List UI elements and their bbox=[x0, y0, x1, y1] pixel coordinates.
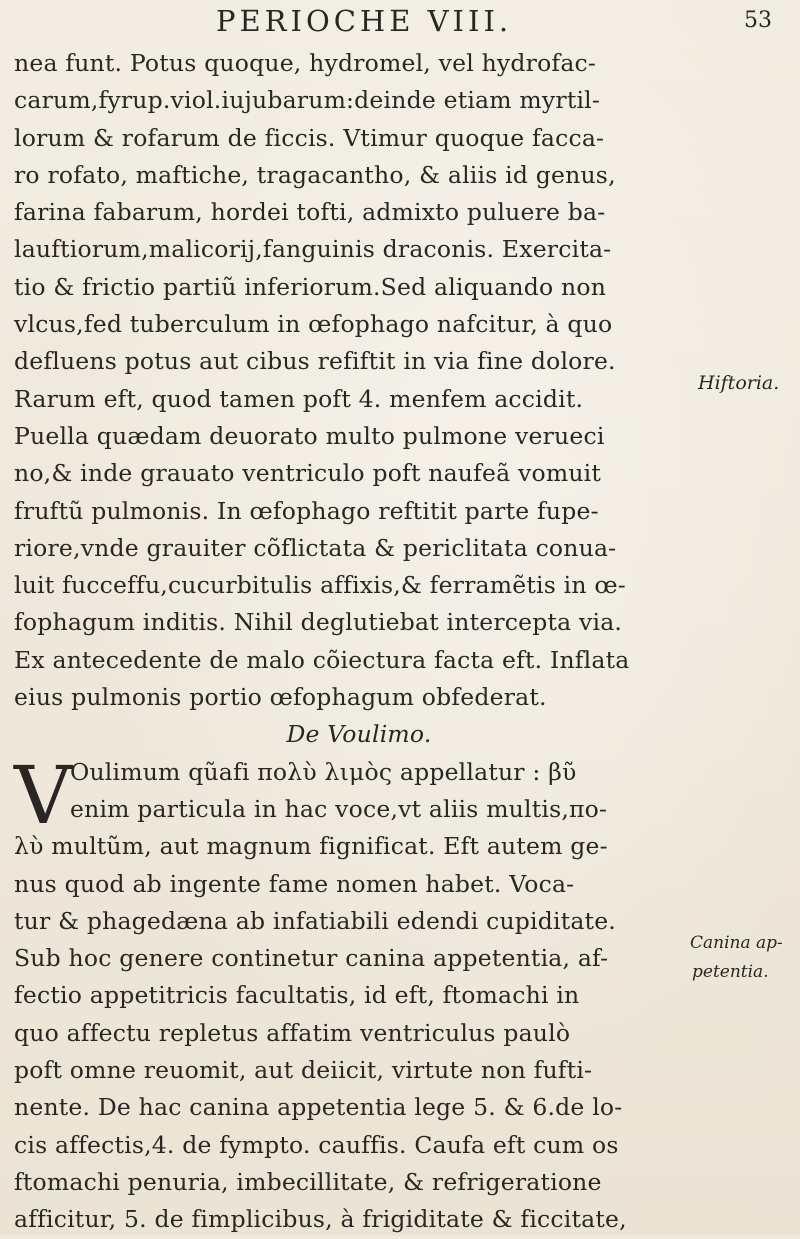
dropcap-paragraph bbox=[14, 748, 674, 1239]
text-line: farina fabarum, hordei tofti, admixto puluere ba- bbox=[14, 198, 606, 227]
text-line: Puella quædam deuorato multo pulmone verueci bbox=[14, 421, 605, 450]
main-text-block bbox=[14, 45, 674, 1239]
text-line: lauftiorum,malicorij,fanguinis draconis. Exercita- bbox=[14, 235, 612, 264]
text-line: fruftũ pulmonis. In œfophago reftitit parte fupe- bbox=[14, 496, 599, 525]
page-number: 53 bbox=[744, 8, 772, 33]
text-line: afficitur, 5. de fimplicibus, à frigiditate & ficcitate, bbox=[14, 1205, 627, 1234]
text-line: nente. De hac canina appetentia lege 5. & 6.de lo- bbox=[14, 1093, 623, 1122]
text-line: fophagum inditis. Nihil deglutiebat intercepta via. bbox=[14, 608, 623, 637]
text-line: Rarum eft, quod tamen poft 4. menfem accidit. bbox=[14, 384, 584, 413]
text-line: tio & frictio partiũ inferiorum.Sed aliquando non bbox=[14, 272, 607, 301]
section-heading: De Voulimo. bbox=[286, 720, 432, 749]
text-line: fectio appetitricis facultatis, id eft, ftomachi in bbox=[14, 981, 580, 1010]
text-line: lorum & rofarum de ficcis. Vtimur quoque facca- bbox=[14, 123, 605, 152]
text-line: nus quod ab ingente fame nomen habet. Voca- bbox=[14, 869, 575, 898]
text-line: eius pulmonis portio œfophagum obfederat. bbox=[14, 683, 547, 712]
page-header bbox=[0, 2, 800, 42]
margin-note-canina-line2: petentia. bbox=[692, 962, 769, 982]
text-line: no,& inde grauato ventriculo poft naufeã vomuit bbox=[14, 459, 602, 488]
text-line: riore,vnde grauiter cõflictata & periclitata conua- bbox=[14, 533, 617, 562]
text-line: vlcus,fed tuberculum in œfophago nafcitur, à quo bbox=[14, 310, 613, 339]
text-line: nea funt. Potus quoque, hydromel, vel hydrofac- bbox=[14, 49, 597, 77]
running-head: PERIOCHE VIII. bbox=[216, 4, 513, 38]
text-line: tur & phagedæna ab infatiabili edendi cupiditate. bbox=[14, 906, 616, 935]
text-line: cis affectis,4. de fympto. cauffis. Caufa eft cum os bbox=[14, 1130, 619, 1159]
text-line: carum,fyrup.viol.iujubarum:deinde etiam myrtil- bbox=[14, 86, 601, 115]
text-line: enim particula in hac voce,vt aliis multis,πο- bbox=[70, 794, 608, 823]
text-line: defluens potus aut cibus refiftit in via fine dolore. bbox=[14, 347, 616, 376]
text-line: quo affectu repletus affatim ventriculus paulò bbox=[14, 1018, 571, 1047]
margin-note-historia: Hiftoria. bbox=[698, 372, 780, 394]
text-line: Sub hoc genere continetur canina appetentia, af- bbox=[14, 944, 609, 973]
text-line: Ex antecedente de malo cõiectura facta eft. Inflata bbox=[14, 645, 630, 674]
text-line: λὺ multũm, aut magnum fignificat. Eft autem ge- bbox=[14, 832, 608, 861]
margin-note-canina-line1: Canina ap- bbox=[690, 933, 783, 953]
text-line: ftomachi penuria, imbecillitate, & refrigeratione bbox=[14, 1167, 602, 1196]
text-line: ro rofato, maftiche, tragacantho, & aliis id genus, bbox=[14, 160, 616, 189]
text-line: luit fucceffu,cucurbitulis affixis,& ferramẽtis in œ- bbox=[14, 571, 626, 600]
dropcap-letter: V bbox=[14, 748, 72, 842]
text-line: Oulimum qũafi πολὺ λιμὸς appellatur : βῦ bbox=[70, 757, 577, 786]
text-line: poft omne reuomit, aut deiicit, virtute non fufti- bbox=[14, 1056, 593, 1085]
